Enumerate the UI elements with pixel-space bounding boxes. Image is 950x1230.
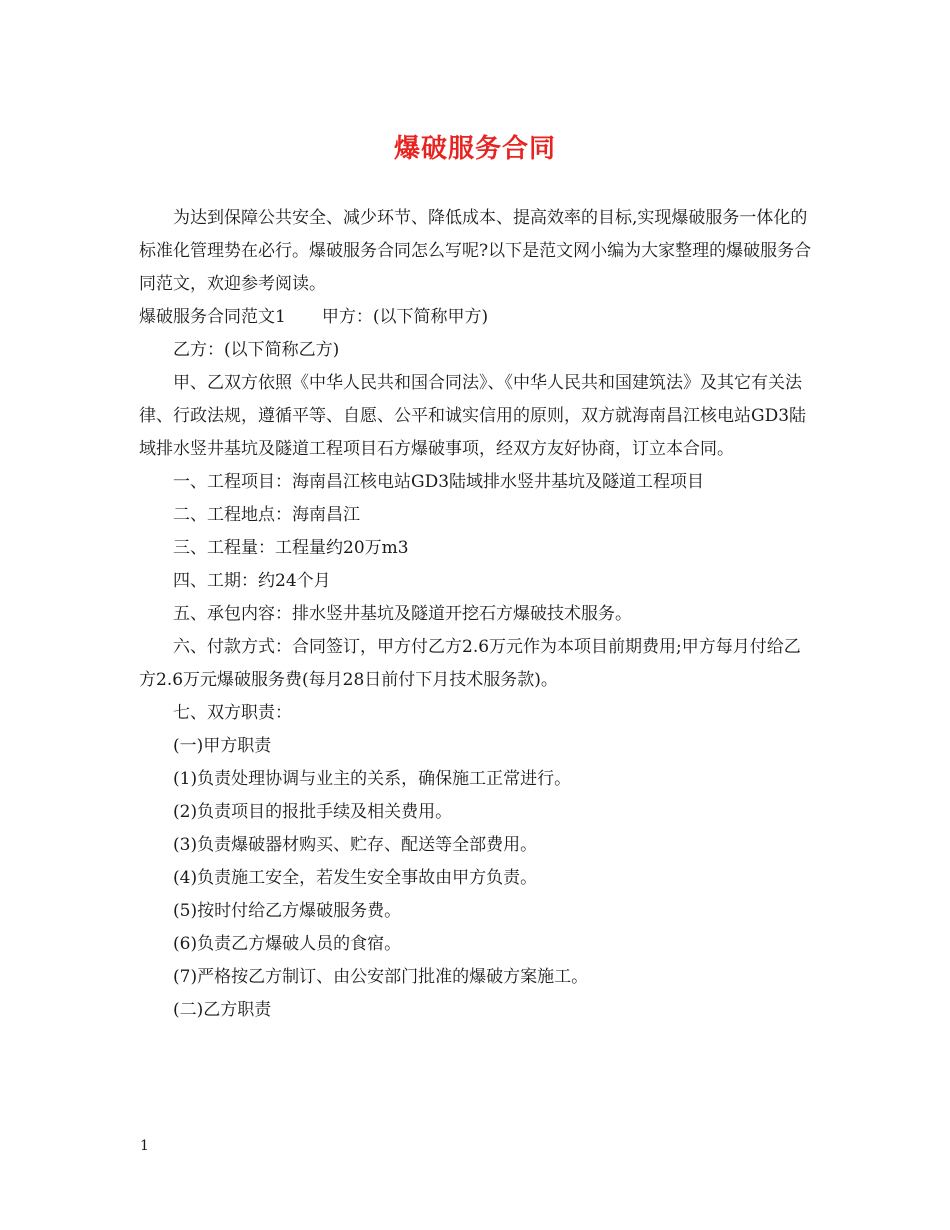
party-a-duty-2: (2)负责项目的报批手续及相关费用。 [173,802,453,822]
clause-4: 四、工期：约24个月 [173,571,331,591]
document-title: 爆破服务合同 [393,134,556,164]
intro-paragraph: 为达到保障公共安全、减少环节、降低成本、提高效率的目标,实现爆破服务一体化的标准化管理势在必行。爆破服务合同怎么写呢?以下是范文网小编为大家整理的爆破服务合同范文，欢迎参考阅读。 [139,208,812,294]
party-a-line: 甲方：(以下简称甲方) [321,307,489,327]
party-a-duty-4: (4)负责施工安全，若发生安全事故由甲方负责。 [173,868,538,888]
party-a-duties-heading: (一)甲方职责 [173,736,272,756]
party-a-duty-1: (1)负责处理协调与业主的关系，确保施工正常进行。 [173,769,572,789]
preamble-paragraph: 甲、乙双方依照《中华人民共和国合同法》、《中华人民共和国建筑法》及其它有关法律、行政法规，遵循平等、自愿、公平和诚实信用的原则，双方就海南昌江核电站GD3陆域排水竖井基坑及隧道工程项目石方爆破事项，经双方友好协商，订立本合同。 [139,373,807,459]
sample-heading-line [139,301,815,334]
clause-1: 一、工程项目：海南昌江核电站GD3陆域排水竖井基坑及隧道工程项目 [173,472,705,492]
party-b-line: 乙方：(以下简称乙方) [173,340,340,360]
clause-6: 六、付款方式：合同签订，甲方付乙方2.6万元作为本项目前期费用;甲方每月付给乙方2.6万元爆破服务费(每月28日前付下月技术服务款)。 [139,637,801,690]
clause-7: 七、双方职责： [173,703,292,723]
party-a-duty-3: (3)负责爆破器材购买、贮存、配送等全部费用。 [173,835,538,855]
document-body [139,202,815,1027]
party-a-duty-5: (5)按时付给乙方爆破服务费。 [173,901,402,921]
clause-3: 三、工程量：工程量约20万m3 [173,538,409,558]
party-a-duty-7: (7)严格按乙方制订、由公安部门批准的爆破方案施工。 [173,967,589,987]
clause-2: 二、工程地点：海南昌江 [173,505,360,525]
page-number: 1 [140,1138,149,1154]
clause-5: 五、承包内容：排水竖井基坑及隧道开挖石方爆破技术服务。 [173,604,632,624]
party-b-duties-heading: (二)乙方职责 [173,1000,272,1020]
sample-heading: 爆破服务合同范文1 [139,307,286,327]
party-a-duty-6: (6)负责乙方爆破人员的食宿。 [173,934,402,954]
